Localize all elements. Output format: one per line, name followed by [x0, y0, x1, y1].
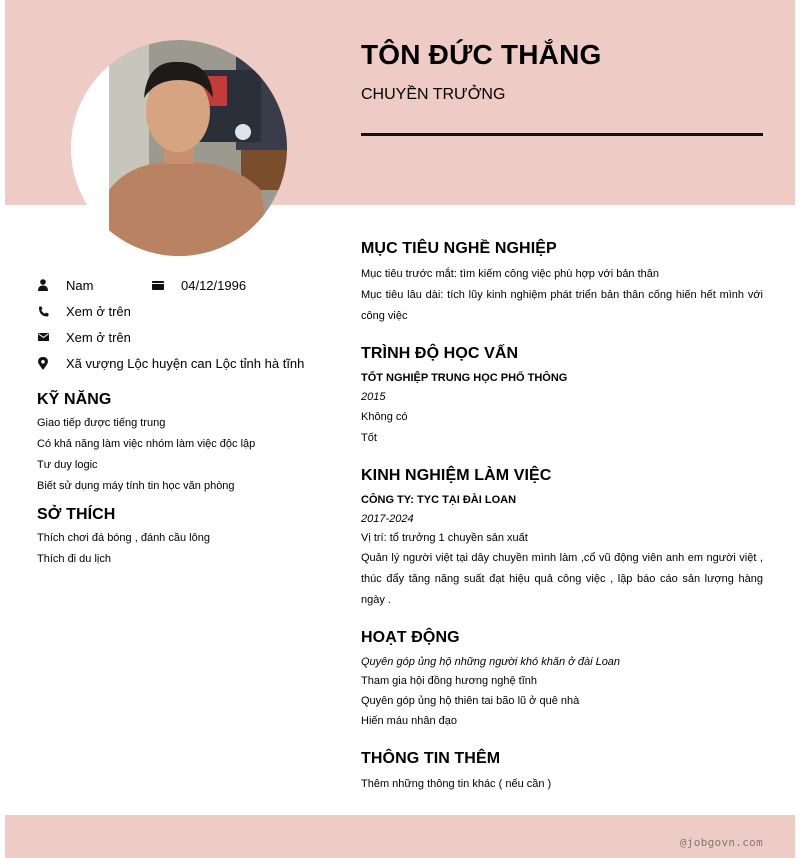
- address-value: Xã vượng Lộc huyện can Lộc tỉnh hà tĩnh: [66, 355, 305, 371]
- personal-info-row: [37, 272, 337, 298]
- site-watermark: @jobgovn.com: [679, 836, 763, 849]
- activity-item: Quyên góp ủng hộ thiên tai bão lũ ở quê nhà: [361, 695, 580, 707]
- experience-description: Quản lý người việt tại dây chuyền mình làm ,cổ vũ động viên anh em người việt , thúc đẩy tăng năng suất đạt hiệu quả công việc , lập báo cáo sản lượng hàng ngày .: [361, 552, 763, 606]
- map-pin-icon: [37, 357, 49, 369]
- hobbies-list: [37, 528, 337, 570]
- education-year: 2015: [361, 391, 386, 403]
- experience-position: Vị trí: tổ trưởng 1 chuyền sản xuất: [361, 532, 528, 544]
- education-major: Không có: [361, 411, 408, 423]
- phone-icon: [37, 305, 49, 317]
- envelope-icon: [37, 331, 49, 343]
- experience-company: CÔNG TY: TYC TẠI ĐÀI LOAN: [361, 494, 517, 506]
- profile-photo-image: [71, 40, 287, 256]
- additional-text: Thêm những thông tin khác ( nếu cần ): [361, 778, 552, 790]
- right-column: [361, 240, 763, 795]
- email-row: [37, 324, 337, 350]
- objective-section: [361, 240, 763, 327]
- job-title: CHUYỀN TRƯỞNG: [361, 86, 506, 103]
- objective-heading: MỤC TIÊU NGHỀ NGHIỆP: [361, 240, 557, 257]
- birthdate-value: 04/12/1996: [181, 277, 247, 293]
- skill-item: Biết sử dụng máy tính tin học văn phòng: [37, 480, 235, 492]
- experience-period: 2017-2024: [361, 513, 414, 525]
- additional-heading: THÔNG TIN THÊM: [361, 750, 501, 767]
- education-section: [361, 345, 763, 449]
- profile-photo: [71, 40, 287, 256]
- skill-item: Tư duy logic: [37, 459, 98, 471]
- person-icon: [37, 279, 49, 291]
- activity-item: Hiến máu nhân đạo: [361, 715, 458, 727]
- skill-item: Có khả năng làm việc nhóm làm việc độc lập: [37, 438, 256, 450]
- candidate-name: TÔN ĐỨC THẮNG: [361, 39, 602, 70]
- experience-heading: KINH NGHIỆM LÀM VIỆC: [361, 467, 552, 484]
- activity-highlight: Quyên góp ủng hộ những người khó khăn ở đài Loan: [361, 656, 621, 668]
- objective-long-term: Mục tiêu lâu dài: tích lũy kinh nghiệm phát triển bản thân cống hiến hết mình với công việc: [361, 289, 763, 322]
- phone-row: [37, 298, 337, 324]
- education-heading: TRÌNH ĐỘ HỌC VẤN: [361, 345, 519, 362]
- activities-section: [361, 629, 763, 732]
- activity-item: Tham gia hội đồng hương nghệ tĩnh: [361, 675, 538, 687]
- phone-value: Xem ở trên: [66, 303, 131, 319]
- skill-item: Giao tiếp được tiếng trung: [37, 417, 166, 429]
- activities-heading: HOẠT ĐỘNG: [361, 629, 460, 646]
- email-value: Xem ở trên: [66, 329, 131, 345]
- address-row: [37, 350, 337, 376]
- education-grade: Tốt: [361, 432, 377, 444]
- left-column: [37, 272, 337, 570]
- calendar-icon: [152, 279, 164, 291]
- additional-section: [361, 750, 763, 795]
- skills-list: [37, 413, 337, 497]
- hobby-item: Thích chơi đá bóng , đánh cầu lông: [37, 532, 210, 544]
- objective-short-term: Mục tiêu trước mắt: tìm kiếm công việc phù hợp với bản thân: [361, 268, 660, 280]
- education-degree: TỐT NGHIỆP TRUNG HỌC PHỔ THÔNG: [361, 372, 568, 384]
- footer-band: [5, 815, 795, 858]
- hobbies-heading: SỞ THÍCH: [37, 506, 116, 523]
- gender-value: Nam: [66, 277, 94, 293]
- skills-heading: KỸ NĂNG: [37, 391, 112, 408]
- header-divider: [361, 133, 763, 136]
- experience-section: [361, 467, 763, 611]
- hobby-item: Thích đi du lịch: [37, 553, 111, 565]
